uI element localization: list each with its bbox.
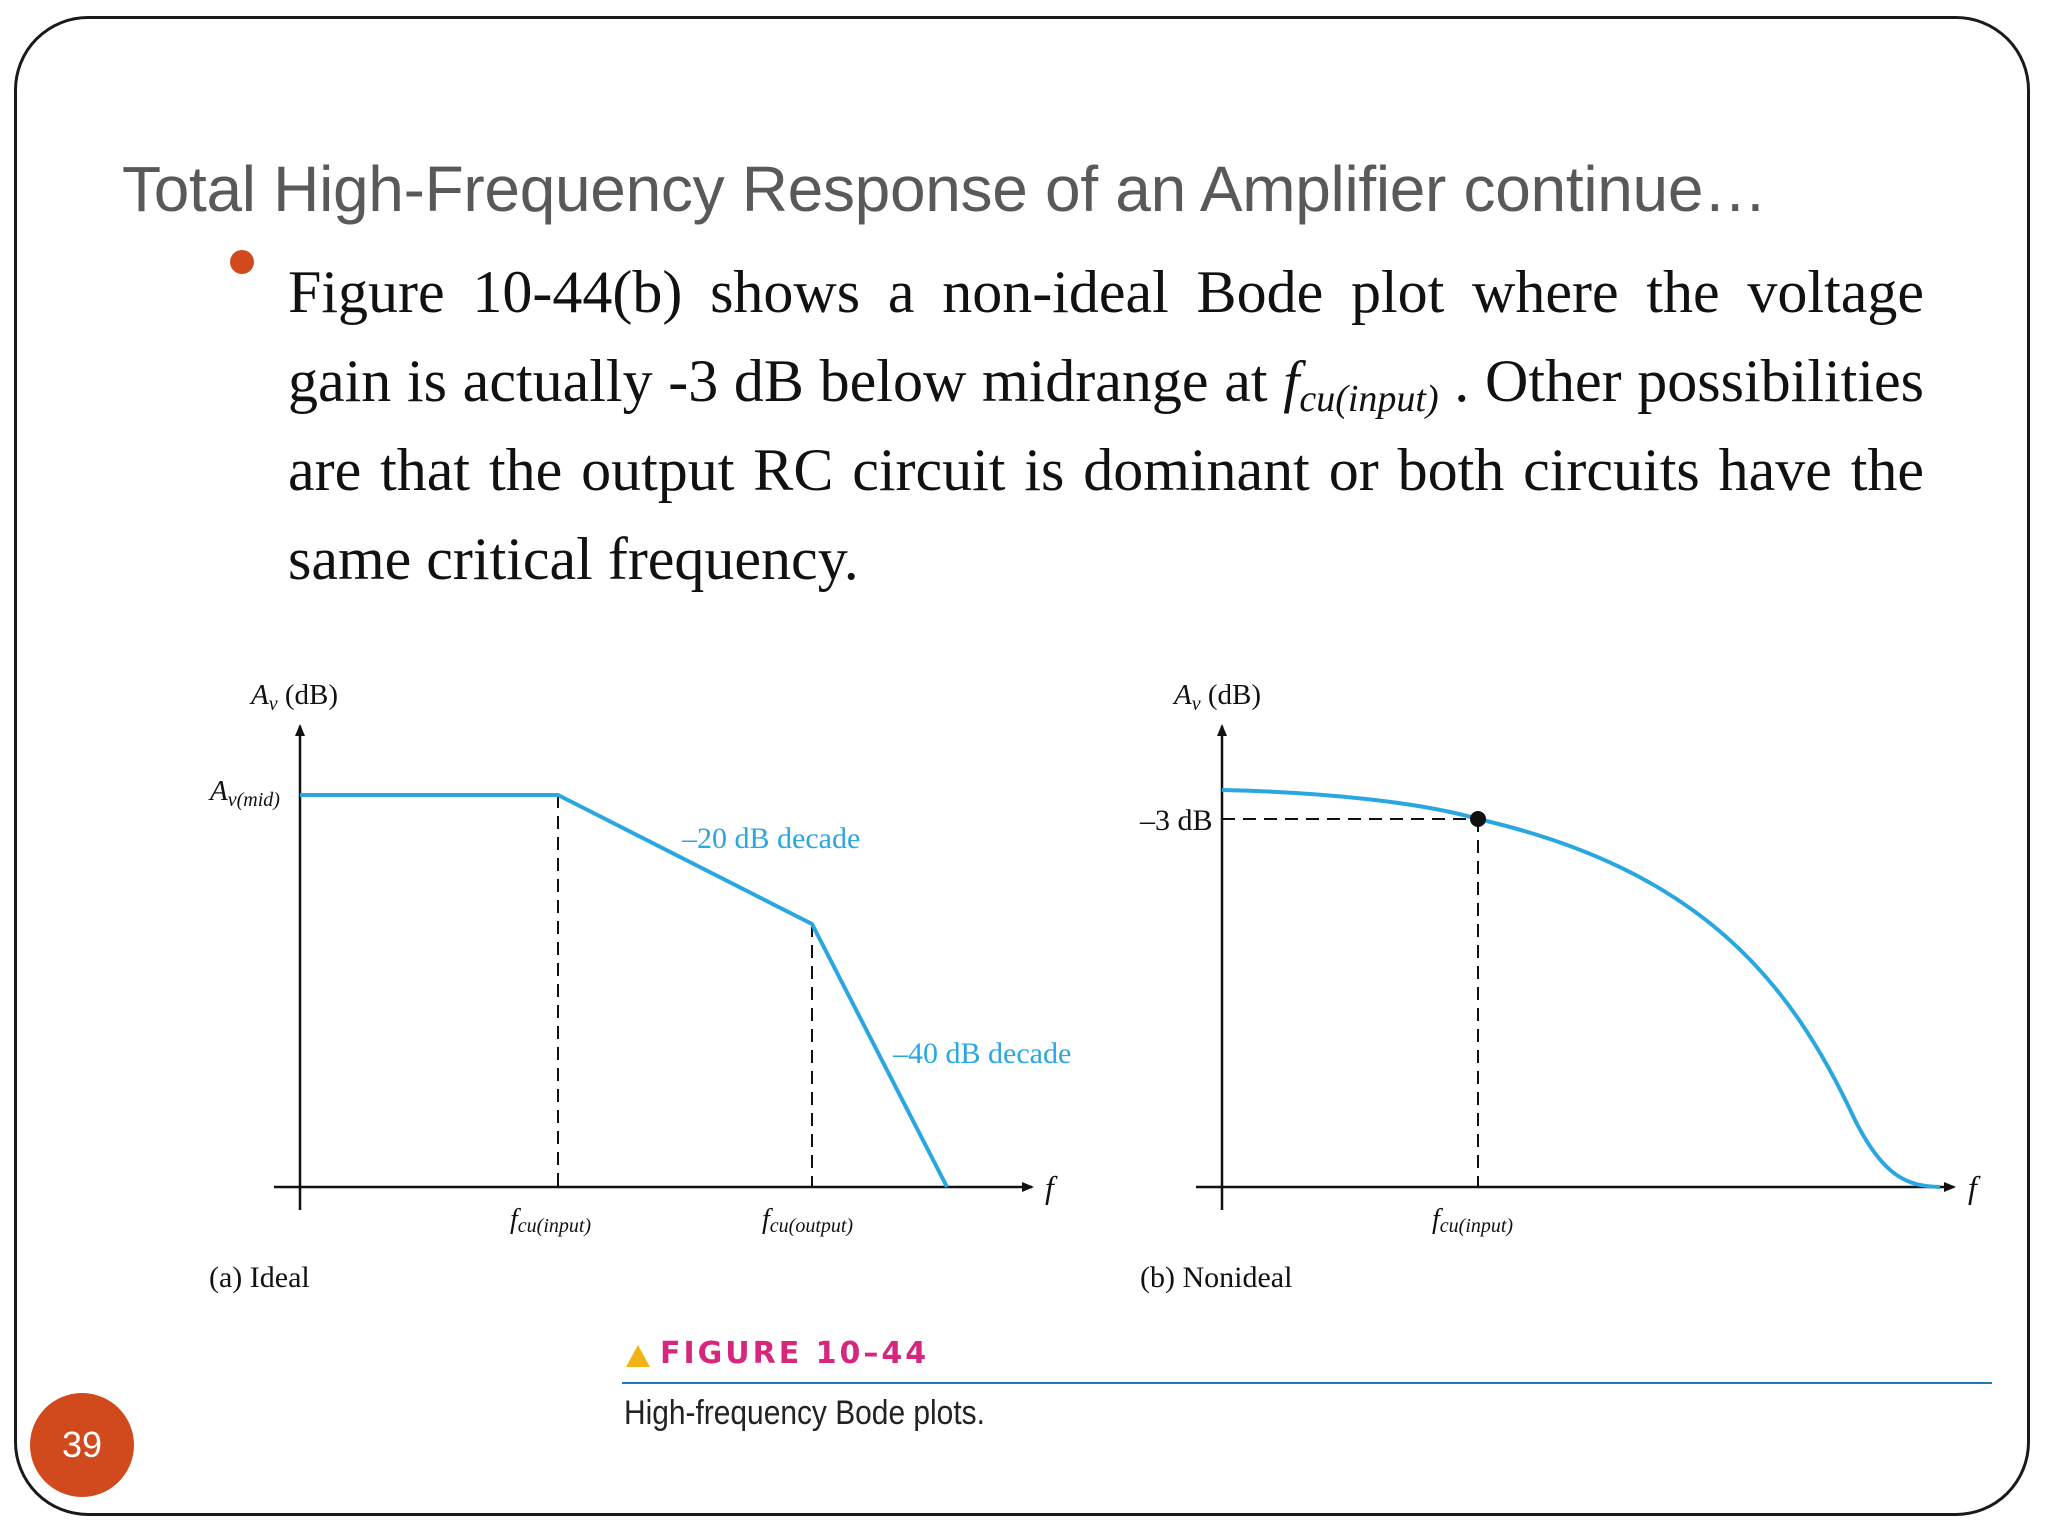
nonideal-y-axis-label: $A_v$ (dB) [1174, 679, 1262, 715]
ideal-panel-label: (a) Ideal [209, 1261, 310, 1294]
bullet-f-subscript: cu(input) [1299, 378, 1439, 420]
bullet-f-symbol: f [1283, 349, 1300, 414]
figure-number-label: FIGURE 10–44 [660, 1336, 930, 1371]
nonideal-x-axis-f-label: f [1968, 1169, 1977, 1205]
ideal-fcu-output-label: fcu(output) [762, 1204, 854, 1237]
ideal-slope1-label: –20 dB decade [682, 822, 861, 855]
nonideal-plot [1139, 679, 1981, 1294]
bullet-line-3: Other possibilities are that the output RC circuit is dominant [288, 348, 1924, 503]
ideal-av-mid-label: $A_{v(mid)}$ [210, 775, 280, 811]
page-number-badge: 39 [30, 1393, 134, 1497]
bullet-line-2a: voltage gain is actually -3 dB below midrange at [288, 259, 1925, 414]
caption-triangle-icon [626, 1345, 650, 1367]
ideal-plot [208, 679, 1071, 1294]
bullet-line-4: or both circuits have the same critical frequency. [288, 437, 1925, 592]
bullet-line-1: Figure 10-44(b) shows a non-ideal Bode plot where the [288, 259, 1720, 325]
nonideal-panel-label: (b) Nonideal [1140, 1261, 1293, 1294]
slide-title: Total High-Frequency Response of an Amplifier continue… [122, 153, 1767, 225]
ideal-fcu-input-label: fcu(input) [510, 1204, 592, 1237]
figure-caption-text: High-frequency Bode plots. [624, 1394, 985, 1432]
nonideal-minus3-point [1470, 811, 1486, 827]
ideal-slope2-label: –40 dB decade [893, 1037, 1072, 1070]
nonideal-response-curve [1222, 790, 1940, 1187]
figure-caption-header [622, 1336, 1992, 1384]
nonideal-fcu-input-label: fcu(input) [1432, 1204, 1514, 1237]
nonideal-minus3-label: –3 dB [1140, 804, 1213, 837]
bullet-line-2b: . [1438, 348, 1470, 414]
ideal-y-axis-label: $A_v$ (dB) [251, 679, 339, 715]
ideal-x-axis-f-label: f [1045, 1169, 1054, 1205]
